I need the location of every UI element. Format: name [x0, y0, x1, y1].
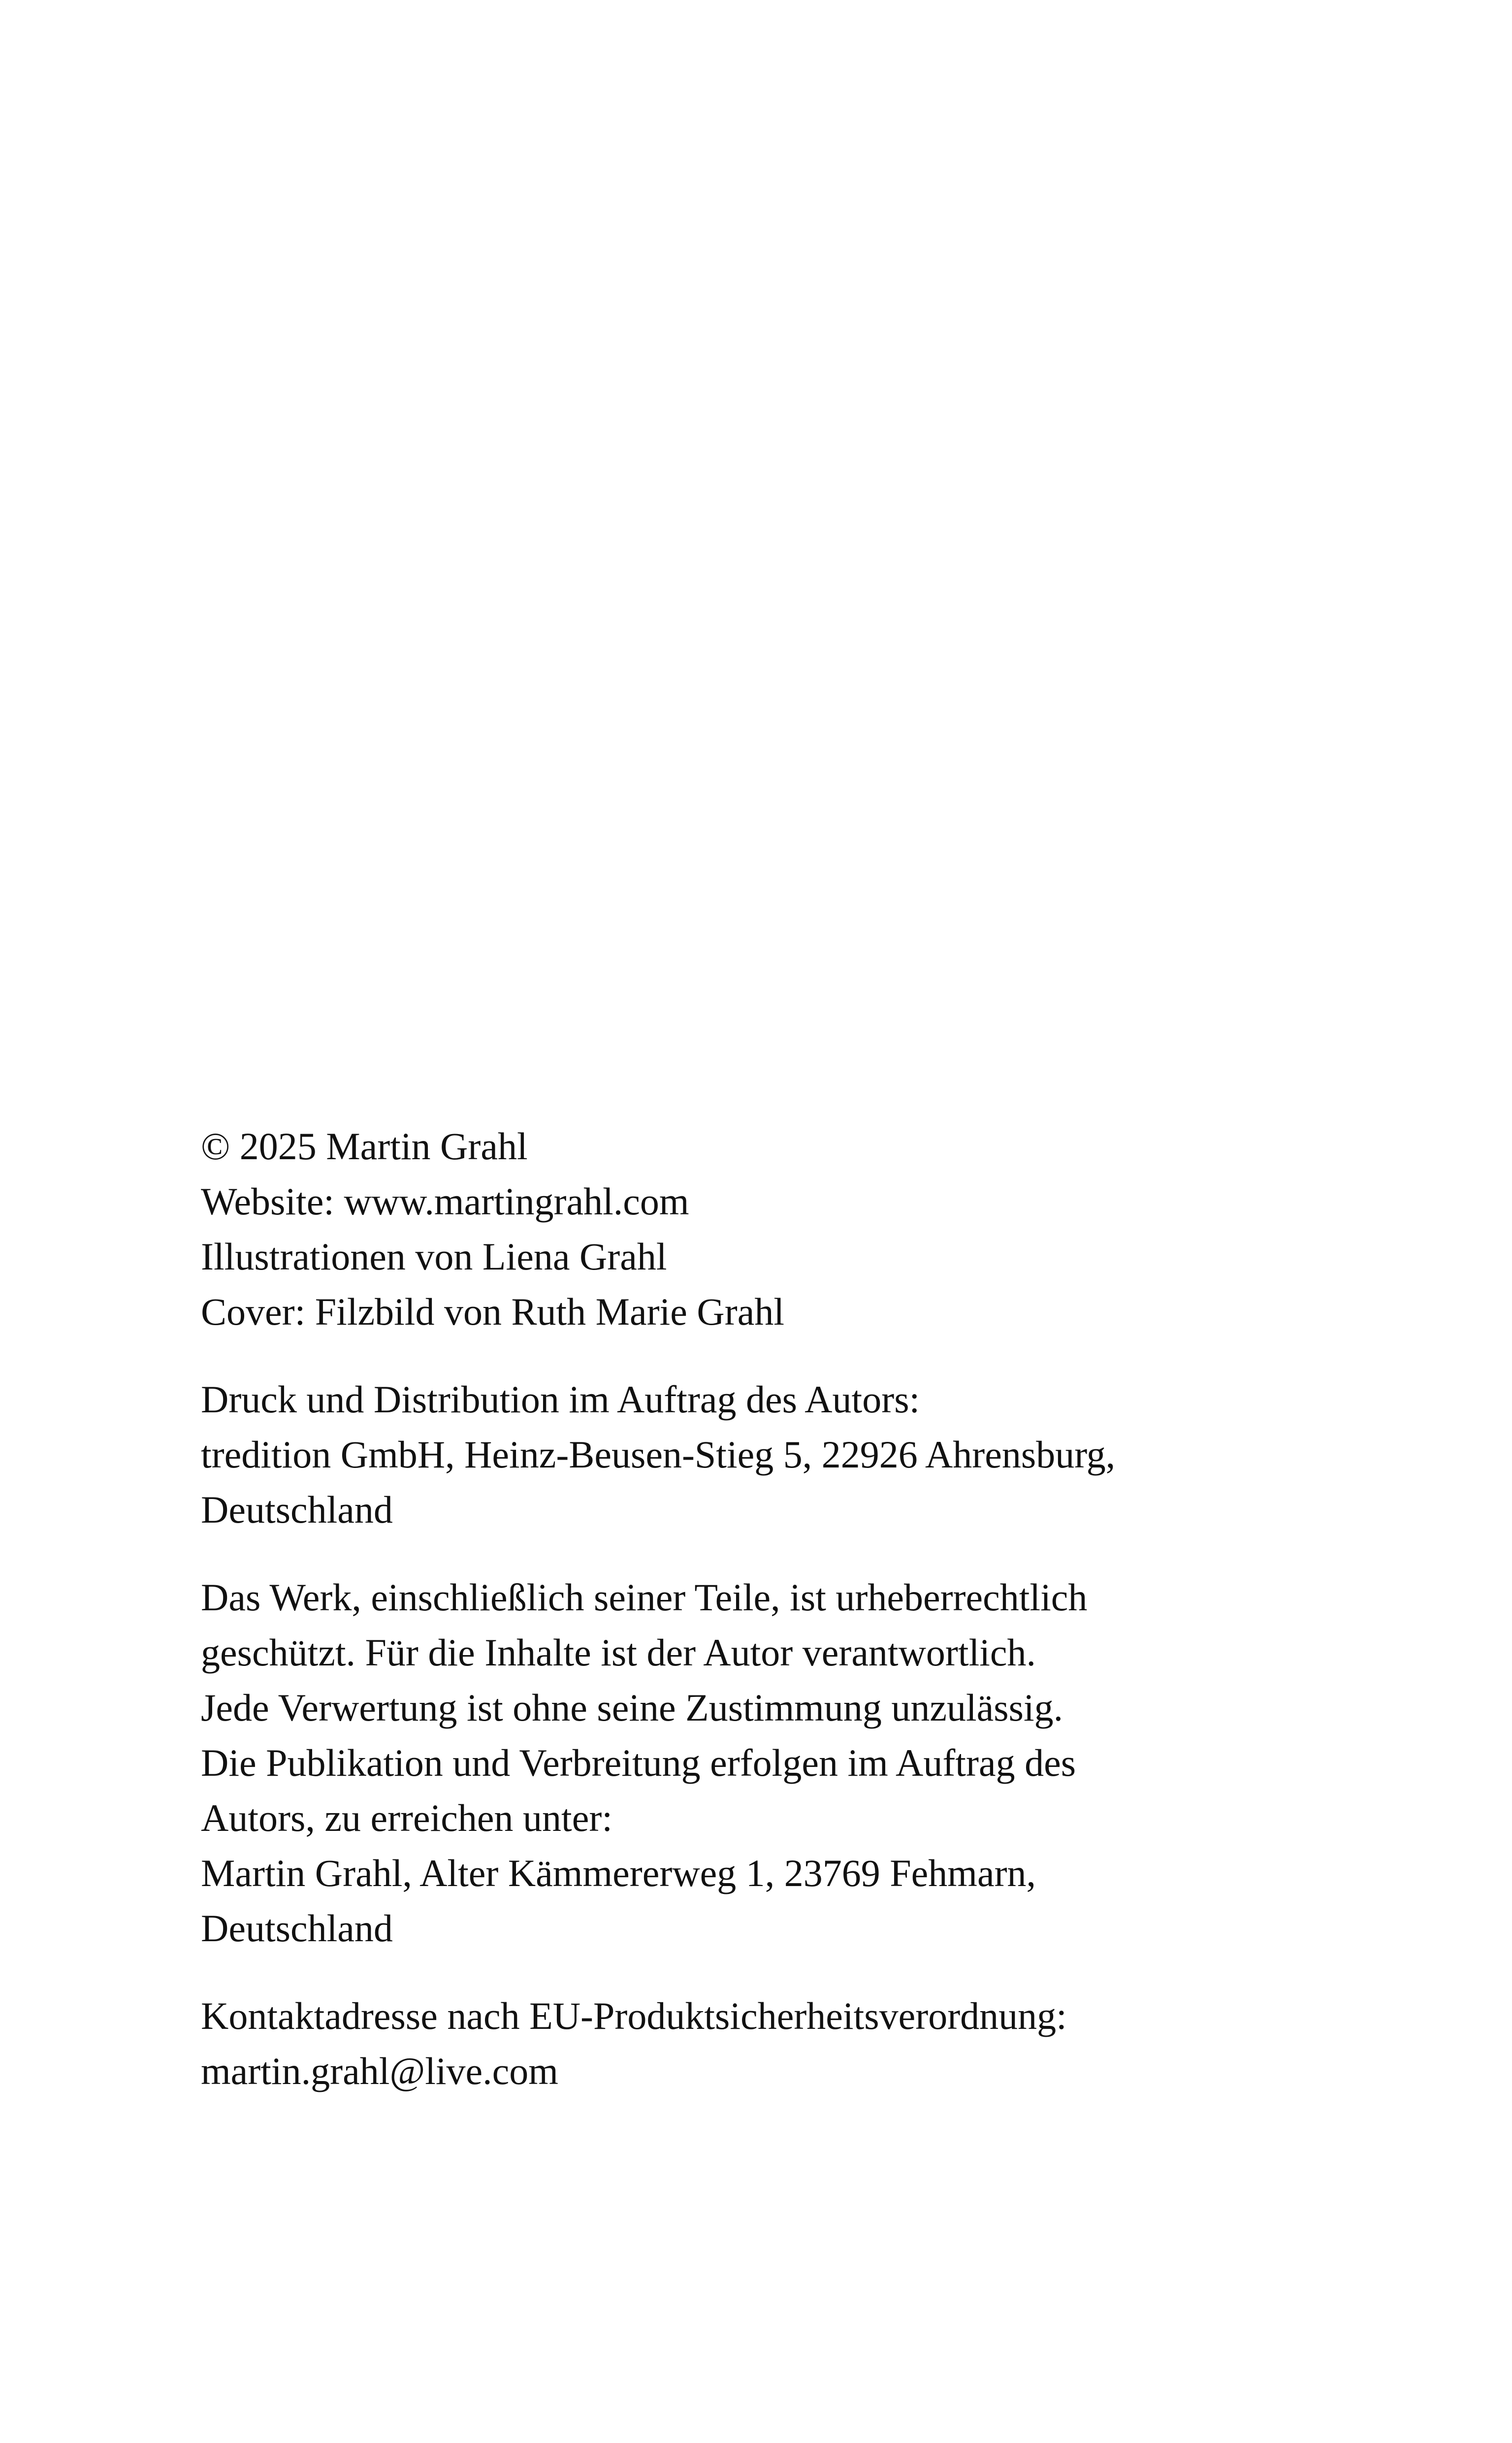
- distribution-block: [201, 1372, 1333, 1537]
- credits-block: [201, 1119, 1333, 1339]
- notice-line: Jede Verwertung ist ohne seine Zustimmung unzulässig.: [201, 1686, 1063, 1729]
- cover-line: Cover: Filzbild von Ruth Marie Grahl: [201, 1290, 785, 1333]
- notice-line: Die Publikation und Verbreitung erfolgen im Auftrag des: [201, 1741, 1076, 1784]
- copyright-line: © 2025 Martin Grahl: [201, 1125, 528, 1168]
- contact-block: [201, 1988, 1333, 2099]
- notice-line: geschützt. Für die Inhalte ist der Autor verantwortlich.: [201, 1631, 1036, 1674]
- author-country: Deutschland: [201, 1907, 393, 1950]
- distribution-country: Deutschland: [201, 1488, 393, 1531]
- author-address: Martin Grahl, Alter Kämmererweg 1, 23769 Fehmarn,: [201, 1852, 1036, 1894]
- illustrations-line: Illustrationen von Liena Grahl: [201, 1235, 667, 1278]
- notice-line: Das Werk, einschließlich seiner Teile, ist urheberrechtlich: [201, 1576, 1088, 1619]
- website-line: Website: www.martingrahl.com: [201, 1180, 689, 1223]
- copyright-notice-block: [201, 1570, 1333, 1956]
- contact-email: martin.grahl@live.com: [201, 2050, 558, 2092]
- contact-heading: Kontaktadresse nach EU-Produktsicherheitsverordnung:: [201, 1994, 1067, 2037]
- distribution-address: tredition GmbH, Heinz-Beusen-Stieg 5, 22926 Ahrensburg,: [201, 1433, 1116, 1476]
- distribution-heading: Druck und Distribution im Auftrag des Autors:: [201, 1378, 920, 1421]
- imprint-page: [201, 1119, 1333, 2131]
- notice-line: Autors, zu erreichen unter:: [201, 1796, 612, 1839]
